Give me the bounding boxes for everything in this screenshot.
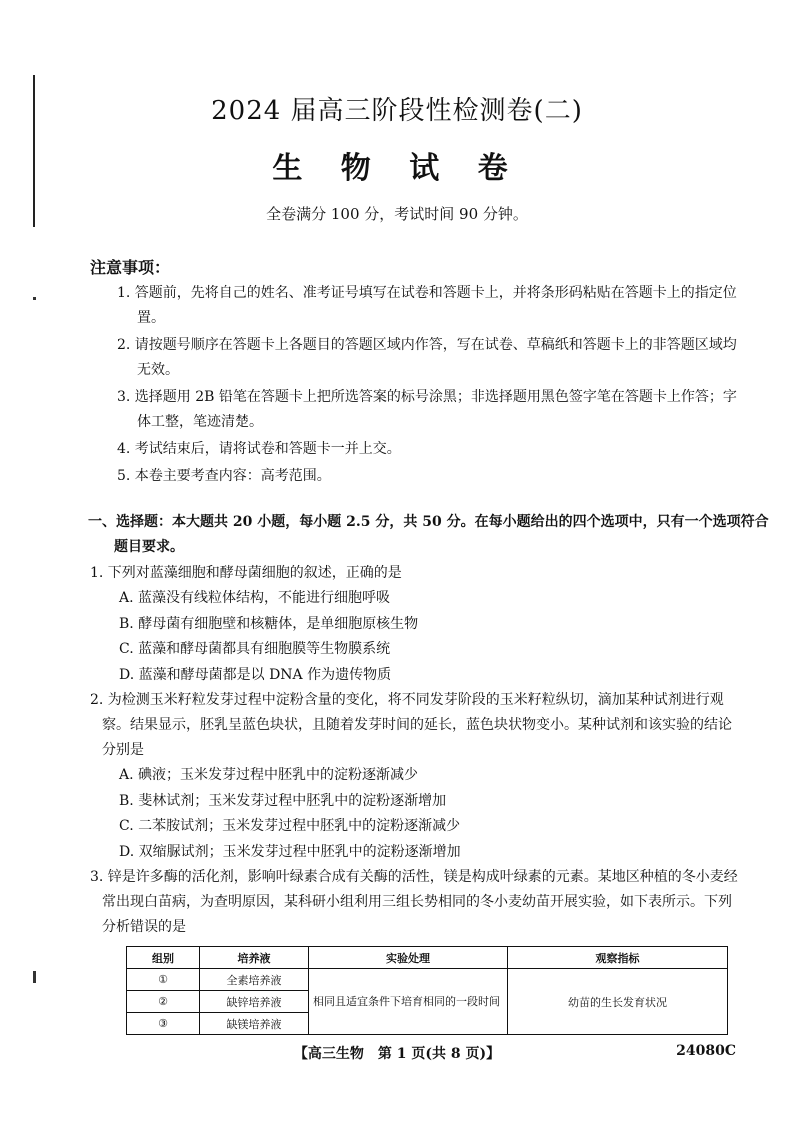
score-info: 全卷满分 100 分，考试时间 90 分钟。 xyxy=(266,205,528,223)
table-header: 观察指标 xyxy=(508,947,728,969)
table-row xyxy=(127,969,728,991)
table-header: 培养液 xyxy=(200,947,309,969)
option-c: C. 二苯胺试剂；玉米发芽过程中胚乳中的淀粉逐渐减少 xyxy=(119,818,461,834)
question-list xyxy=(90,561,742,940)
paper-code: 24080C xyxy=(676,1043,736,1059)
table-header: 组别 xyxy=(127,947,200,969)
notice-heading: 注意事项： xyxy=(90,258,171,277)
option-d: D. 双缩脲试剂；玉米发芽过程中胚乳中的淀粉逐渐增加 xyxy=(119,843,461,860)
question-stem: 2. 为检测玉米籽粒发芽过程中淀粉含量的变化，将不同发芽阶段的玉米籽粒纵切，滴加某种试剂进行观察。结果显示，胚乳呈蓝色块状，且随着发芽时间的延长，蓝色块状物变小。某种试剂和该实验的结论分别是 xyxy=(90,692,732,758)
group-cell: ① xyxy=(127,969,200,991)
notice-item: 5. 本卷主要考查内容：高考范围。 xyxy=(117,468,331,484)
table-header-row xyxy=(127,947,728,969)
subject-title: 生 物 试 卷 xyxy=(272,151,522,186)
notice-item: 4. 考试结束后，请将试卷和答题卡一并上交。 xyxy=(117,441,401,457)
question-3 xyxy=(90,865,742,940)
exam-title: 2024 届高三阶段性检测卷(二) xyxy=(211,96,583,126)
question-1 xyxy=(90,561,742,688)
table-header: 实验处理 xyxy=(309,947,508,969)
indicator-cell: 幼苗的生长发育状况 xyxy=(508,969,728,1035)
question-stem: 1. 下列对蓝藻细胞和酵母菌细胞的叙述，正确的是 xyxy=(90,565,402,581)
question-2 xyxy=(90,688,742,865)
page-footer: 【高三生物 第 1 页(共 8 页)】 xyxy=(293,1046,501,1062)
group-cell: ③ xyxy=(127,1013,200,1035)
group-cell: ② xyxy=(127,991,200,1013)
option-d: D. 蓝藻和酵母菌都是以 DNA 作为遗传物质 xyxy=(119,666,392,683)
notice-item: 1. 答题前，先将自己的姓名、准考证号填写在试卷和答题卡上，并将条形码粘贴在答题卡上的指定位置。 xyxy=(117,285,737,326)
experiment-table xyxy=(126,946,728,1035)
notice-item: 2. 请按题号顺序在答题卡上各题目的答题区域内作答，写在试卷、草稿纸和答题卡上的非答题区域均无效。 xyxy=(117,337,737,378)
solution-cell: 缺镁培养液 xyxy=(200,1013,309,1035)
treatment-cell: 相同且适宜条件下培育相同的一段时间 xyxy=(309,969,508,1035)
notice-list xyxy=(117,281,739,491)
margin-dot xyxy=(33,971,36,983)
margin-dot xyxy=(33,297,36,300)
option-b: B. 斐林试剂；玉米发芽过程中胚乳中的淀粉逐渐增加 xyxy=(119,792,447,809)
option-c: C. 蓝藻和酵母菌都具有细胞膜等生物膜系统 xyxy=(119,641,391,657)
solution-cell: 缺锌培养液 xyxy=(200,991,309,1013)
section-heading: 一、选择题：本大题共 20 小题，每小题 2.5 分，共 50 分。在每小题给出的四个选项中，只有一个选项符合题目要求。 xyxy=(88,514,769,555)
solution-cell: 全素培养液 xyxy=(200,969,309,991)
question-stem: 3. 锌是许多酶的活化剂，影响叶绿素合成有关酶的活性，镁是构成叶绿素的元素。某地区种植的冬小麦经常出现白苗病，为查明原因，某科研小组利用三组长势相同的冬小麦幼苗开展实验，如下表所示。下列分析错误的是 xyxy=(90,869,738,935)
option-a: A. 碘液；玉米发芽过程中胚乳中的淀粉逐渐减少 xyxy=(119,767,419,783)
option-b: B. 酵母菌有细胞壁和核糖体，是单细胞原核生物 xyxy=(119,615,419,632)
notice-item: 3. 选择题用 2B 铅笔在答题卡上把所选答案的标号涂黑；非选择题用黑色签字笔在答题卡上作答；字体工整，笔迹清楚。 xyxy=(117,389,737,430)
option-a: A. 蓝藻没有线粒体结构，不能进行细胞呼吸 xyxy=(119,590,391,606)
